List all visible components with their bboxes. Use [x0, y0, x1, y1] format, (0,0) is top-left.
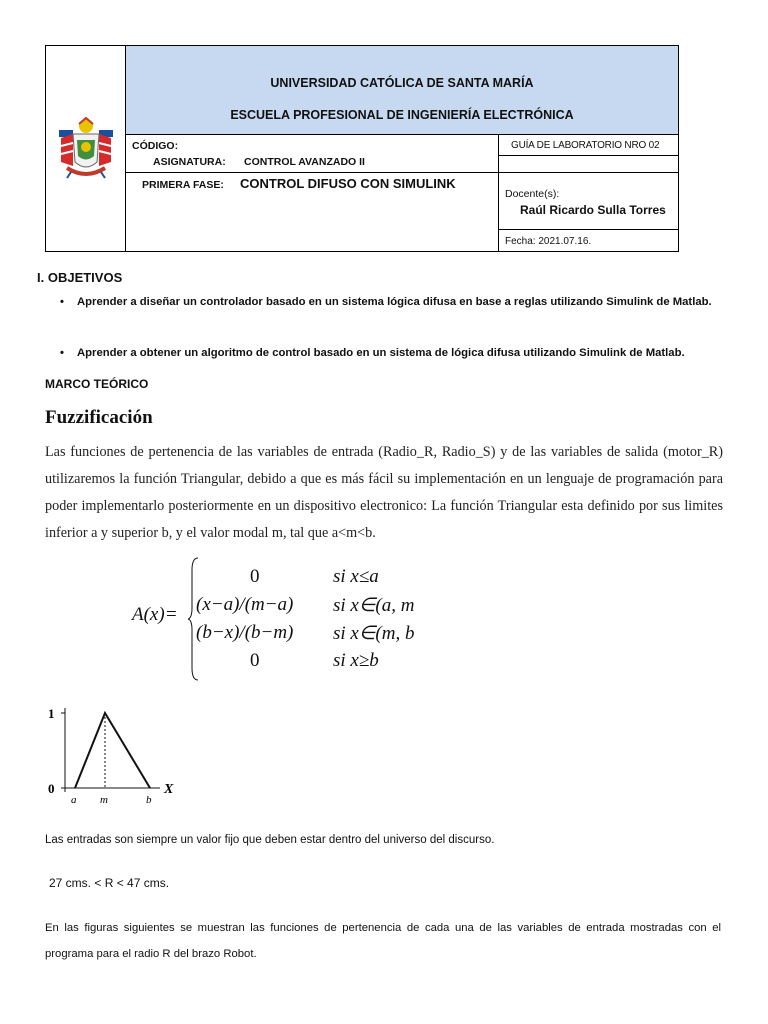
formula-case-expr: (b−x)/(b−m) — [196, 622, 294, 643]
school-name: ESCUELA PROFESIONAL DE INGENIERÍA ELECTRÓNICA — [230, 108, 574, 122]
fuzzificacion-paragraph: Las funciones de pertenencia de las variables de entrada (Radio_R, Radio_S) y de las variables de salida (motor_R) utilizaremos la función Triangular, debido a que es más fácil su implementación en un lenguaje de programación para poder implementarlo posteriormente en un dispositivo electronico: La función Triangular esta definido por sus limites inferior a y superior b, y el valor modal m, tal que a<m<b. — [45, 444, 723, 541]
figuras-paragraph: En las figuras siguientes se muestran las funciones de pertenencia de cada una de las variables de entrada mostradas con el programa para el radio R del brazo Robot. — [45, 922, 721, 960]
membership-formula — [130, 556, 450, 682]
formula-case-cond: si x≤a — [333, 566, 379, 587]
range-text: 27 cms. < R < 47 cms. — [49, 876, 170, 890]
objetivos-heading: I. OBJETIVOS — [37, 270, 123, 285]
y-label-1: 1 — [48, 706, 55, 721]
bullet-icon: • — [60, 296, 64, 308]
left-brace-icon — [188, 556, 200, 682]
x-label-b: b — [146, 794, 152, 806]
asignatura-label: ASIGNATURA: — [153, 156, 226, 168]
docente-name: Raúl Ricardo Sulla Torres — [520, 203, 666, 217]
triangular-membership-plot — [40, 700, 190, 810]
university-crest-icon — [55, 116, 117, 182]
objetivo-item: • Aprender a diseñar un controlador basado en un sistema lógica difusa en base a reglas utilizando Simulink de Matlab. — [60, 289, 720, 341]
bullet-icon: • — [60, 347, 64, 359]
fuzzificacion-title: Fuzzificación — [45, 407, 153, 428]
formula-lhs: A(x)= — [132, 604, 178, 625]
header-table — [45, 45, 679, 252]
y-label-0: 0 — [48, 781, 55, 796]
formula-case-expr: 0 — [250, 566, 260, 587]
asignatura-value: CONTROL AVANZADO II — [244, 156, 365, 168]
x-axis-label: X — [164, 782, 174, 797]
logo-cell — [46, 46, 126, 251]
formula-case-cond: si x∈(a, m — [333, 595, 415, 616]
formula-case-cond: si x∈(m, b — [333, 623, 415, 644]
marco-teorico-heading: MARCO TEÓRICO — [45, 377, 149, 391]
fase-label: PRIMERA FASE: — [142, 179, 224, 191]
university-name: UNIVERSIDAD CATÓLICA DE SANTA MARÍA — [270, 76, 534, 90]
codigo-label: CÓDIGO: — [132, 140, 179, 152]
header-title-band — [126, 46, 678, 135]
guia-label: GUÍA DE LABORATORIO NRO 02 — [511, 140, 660, 151]
x-label-m: m — [100, 794, 108, 806]
x-label-a: a — [71, 794, 77, 806]
formula-case-cond: si x≥b — [333, 650, 379, 671]
docente-label: Docente(s): — [505, 188, 560, 200]
formula-case-expr: 0 — [250, 650, 260, 671]
entradas-text: Las entradas son siempre un valor fijo que deben estar dentro del universo del discurso. — [45, 834, 495, 846]
objetivo-item: • Aprender a obtener un algoritmo de control basado en un sistema de lógica difusa utilizando Simulink de Matlab. — [60, 340, 720, 366]
fecha: Fecha: 2021.07.16. — [505, 236, 592, 247]
formula-case-expr: (x−a)/(m−a) — [196, 594, 294, 615]
fase-value: CONTROL DIFUSO CON SIMULINK — [240, 176, 456, 191]
